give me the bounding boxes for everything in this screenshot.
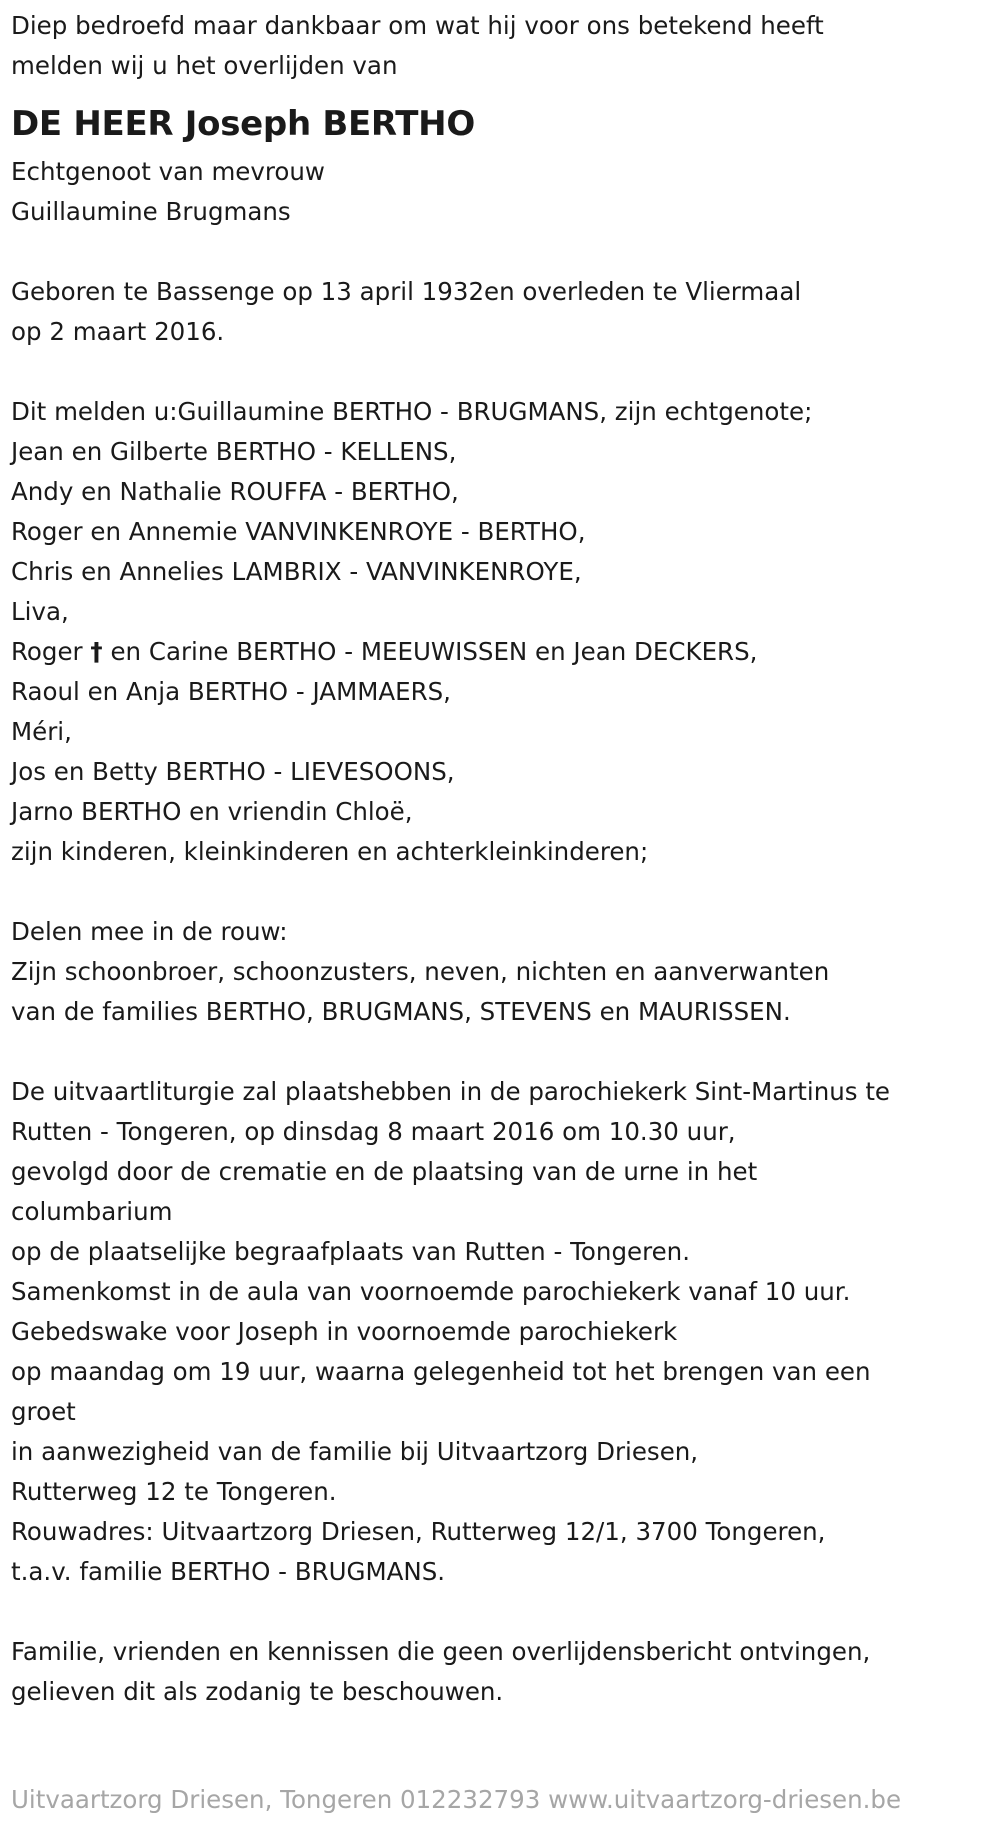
funeral-line: Rutten - Tongeren, op dinsdag 8 maart 2016 om 10.30 uur, xyxy=(11,1117,736,1146)
family-intro: Dit melden u:Guillaumine BERTHO - BRUGMANS, zijn echtgenote; xyxy=(11,397,813,426)
birth-death-line: Geboren te Bassenge op 13 april 1932en overleden te Vliermaal xyxy=(11,277,802,306)
closing-line: gelieven dit als zodanig te beschouwen. xyxy=(11,1677,504,1706)
family-line: Jos en Betty BERTHO - LIEVESOONS, xyxy=(11,757,455,786)
mourning-line: Zijn schoonbroer, schoonzusters, neven, nichten en aanverwanten xyxy=(11,957,830,986)
funeral-line: t.a.v. familie BERTHO - BRUGMANS. xyxy=(11,1557,446,1586)
funeral-line: Samenkomst in de aula van voornoemde parochiekerk vanaf 10 uur. xyxy=(11,1277,851,1306)
spacer xyxy=(11,352,988,392)
funeral-line: Gebedswake voor Joseph in voornoemde parochiekerk xyxy=(11,1317,678,1346)
family-line: Liva, xyxy=(11,597,69,626)
funeral-line: Rouwadres: Uitvaartzorg Driesen, Rutterweg 12/1, 3700 Tongeren, xyxy=(11,1517,826,1546)
family-line: Roger en Annemie VANVINKENROYE - BERTHO, xyxy=(11,517,586,546)
funeral-line: gevolgd door de crematie en de plaatsing van de urne in het xyxy=(11,1157,758,1186)
family-line: Méri, xyxy=(11,717,72,746)
roger-name: Roger xyxy=(11,637,83,666)
family-line: Chris en Annelies LAMBRIX - VANVINKENROYE, xyxy=(11,557,582,586)
funeral-line: De uitvaartliturgie zal plaatshebben in de parochiekerk Sint-Martinus te xyxy=(11,1077,890,1106)
funeral-line: Rutterweg 12 te Tongeren. xyxy=(11,1477,337,1506)
mourning-line: Delen mee in de rouw: xyxy=(11,917,288,946)
family-line-roger xyxy=(11,632,988,672)
birth-death-line: op 2 maart 2016. xyxy=(11,317,225,346)
spouse-line: Guillaumine Brugmans xyxy=(11,197,291,226)
spouse-line: Echtgenoot van mevrouw xyxy=(11,157,325,186)
intro-line: Diep bedroefd maar dankbaar om wat hij voor ons betekend heeft xyxy=(11,11,824,40)
roger-rest: en Carine BERTHO - MEEUWISSEN en Jean DECKERS, xyxy=(110,637,758,666)
family-line: Raoul en Anja BERTHO - JAMMAERS, xyxy=(11,677,451,706)
family-line: Jarno BERTHO en vriendin Chloë, xyxy=(11,797,413,826)
intro-line: melden wij u het overlijden van xyxy=(11,51,398,80)
funeral-line: columbarium xyxy=(11,1197,173,1226)
funeral-line: groet xyxy=(11,1397,76,1426)
funeral-line: op de plaatselijke begraafplaats van Rutten - Tongeren. xyxy=(11,1237,690,1266)
cross-icon: † xyxy=(90,637,103,666)
deceased-name: DE HEER Joseph BERTHO xyxy=(11,104,475,144)
family-line: Jean en Gilberte BERTHO - KELLENS, xyxy=(11,437,457,466)
family-line: Andy en Nathalie ROUFFA - BERTHO, xyxy=(11,477,459,506)
footer-contact: Uitvaartzorg Driesen, Tongeren 012232793 www.uitvaartzorg-driesen.be xyxy=(11,1785,902,1814)
family-line: zijn kinderen, kleinkinderen en achterkleinkinderen; xyxy=(11,837,649,866)
closing-line: Familie, vrienden en kennissen die geen overlijdensbericht ontvingen, xyxy=(11,1637,871,1666)
spacer xyxy=(11,872,988,912)
funeral-line: op maandag om 19 uur, waarna gelegenheid tot het brengen van een xyxy=(11,1357,871,1386)
spacer xyxy=(11,1592,988,1632)
mourning-line: van de families BERTHO, BRUGMANS, STEVENS en MAURISSEN. xyxy=(11,997,791,1026)
funeral-line: in aanwezigheid van de familie bij Uitvaartzorg Driesen, xyxy=(11,1437,699,1466)
spacer xyxy=(11,232,988,272)
spacer xyxy=(11,1032,988,1072)
